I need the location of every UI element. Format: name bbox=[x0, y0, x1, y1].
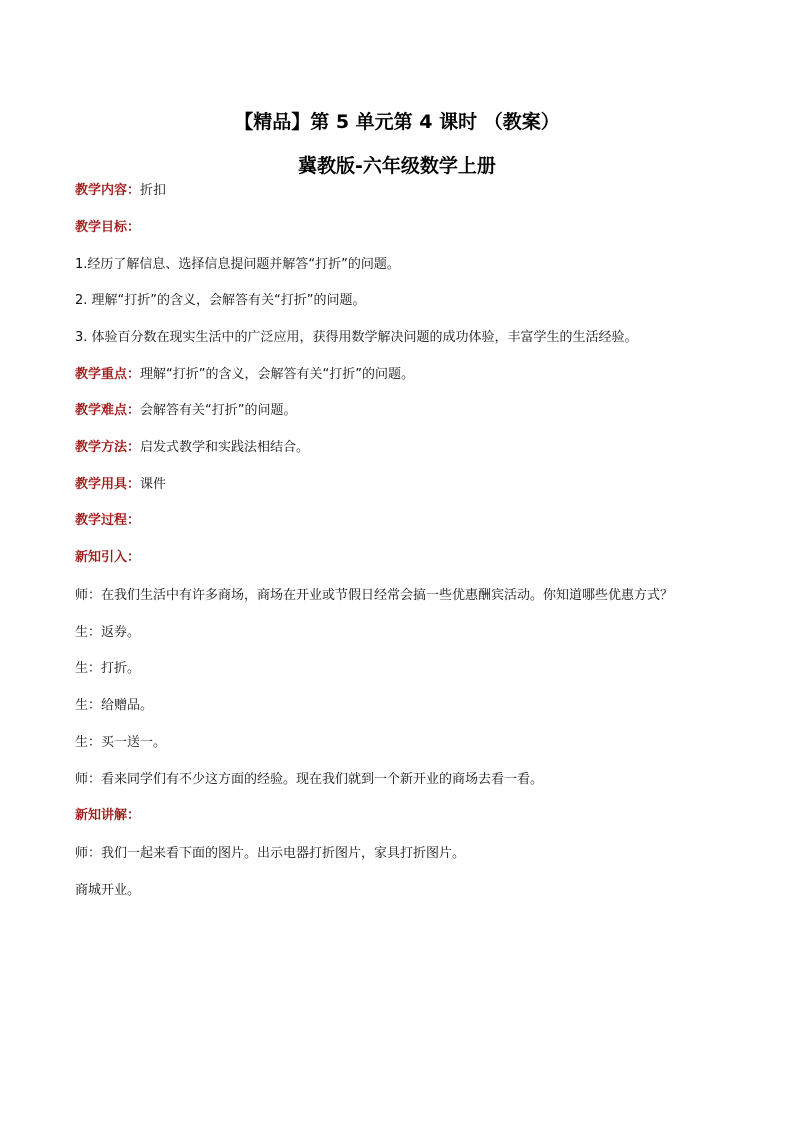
document-title: 【精品】第 5 单元第 4 课时 （教案） bbox=[234, 111, 560, 133]
teaching-content-row bbox=[75, 183, 166, 199]
dialogue-line: 师：我们一起来看下面的图片。出示电器打折图片，家具打折图片。 bbox=[75, 846, 466, 861]
methods-text: 启发式教学和实践法相结合。 bbox=[140, 440, 310, 455]
tools-text: 课件 bbox=[140, 477, 167, 492]
teaching-goals-label: 教学目标： bbox=[75, 220, 141, 235]
intro-label: 新知引入： bbox=[75, 550, 141, 565]
methods-row bbox=[75, 440, 309, 456]
difficult-points-label: 教学难点： bbox=[75, 403, 141, 418]
dialogue-line: 师：在我们生活中有许多商场，商场在开业或节假日经常会搞一些优惠酬宾活动。你知道哪些优惠方式？ bbox=[75, 588, 674, 603]
dialogue-line: 师：看来同学们有不少这方面的经验。现在我们就到一个新开业的商场去看一看。 bbox=[75, 772, 544, 787]
process-label: 教学过程： bbox=[75, 513, 141, 528]
dialogue-line: 生：买一送一。 bbox=[75, 735, 167, 750]
intro-row bbox=[75, 550, 140, 566]
teaching-goals-row bbox=[75, 220, 140, 236]
tools-label: 教学用具： bbox=[75, 477, 141, 492]
key-points-label: 教学重点： bbox=[75, 367, 141, 382]
teaching-goal-item: 1.经历了解信息、选择信息提问题并解答“打折”的问题。 bbox=[75, 257, 400, 272]
teaching-content-text: 折扣 bbox=[140, 183, 167, 198]
dialogue-line: 生：打折。 bbox=[75, 661, 141, 676]
teaching-goal-item: 2. 理解“打折”的含义，会解答有关“打折”的问题。 bbox=[75, 293, 366, 308]
dialogue-line: 商城开业。 bbox=[75, 883, 141, 898]
methods-label: 教学方法： bbox=[75, 440, 141, 455]
dialogue-line: 生：给赠品。 bbox=[75, 698, 154, 713]
key-points-text: 理解“打折”的含义，会解答有关“打折”的问题。 bbox=[140, 367, 414, 382]
key-points-row bbox=[75, 367, 414, 383]
teaching-goal-item: 3. 体验百分数在现实生活中的广泛应用，获得用数学解决问题的成功体验，丰富学生的生活经验。 bbox=[75, 330, 638, 345]
tools-row bbox=[75, 477, 166, 493]
explain-label: 新知讲解： bbox=[75, 808, 141, 823]
difficult-points-row bbox=[75, 403, 297, 419]
explain-row bbox=[75, 808, 140, 824]
difficult-points-text: 会解答有关“打折”的问题。 bbox=[140, 403, 297, 418]
teaching-content-label: 教学内容： bbox=[75, 183, 141, 198]
process-row bbox=[75, 513, 140, 529]
dialogue-line: 生：返券。 bbox=[75, 625, 141, 640]
document-subtitle: 冀教版-六年级数学上册 bbox=[298, 155, 496, 177]
